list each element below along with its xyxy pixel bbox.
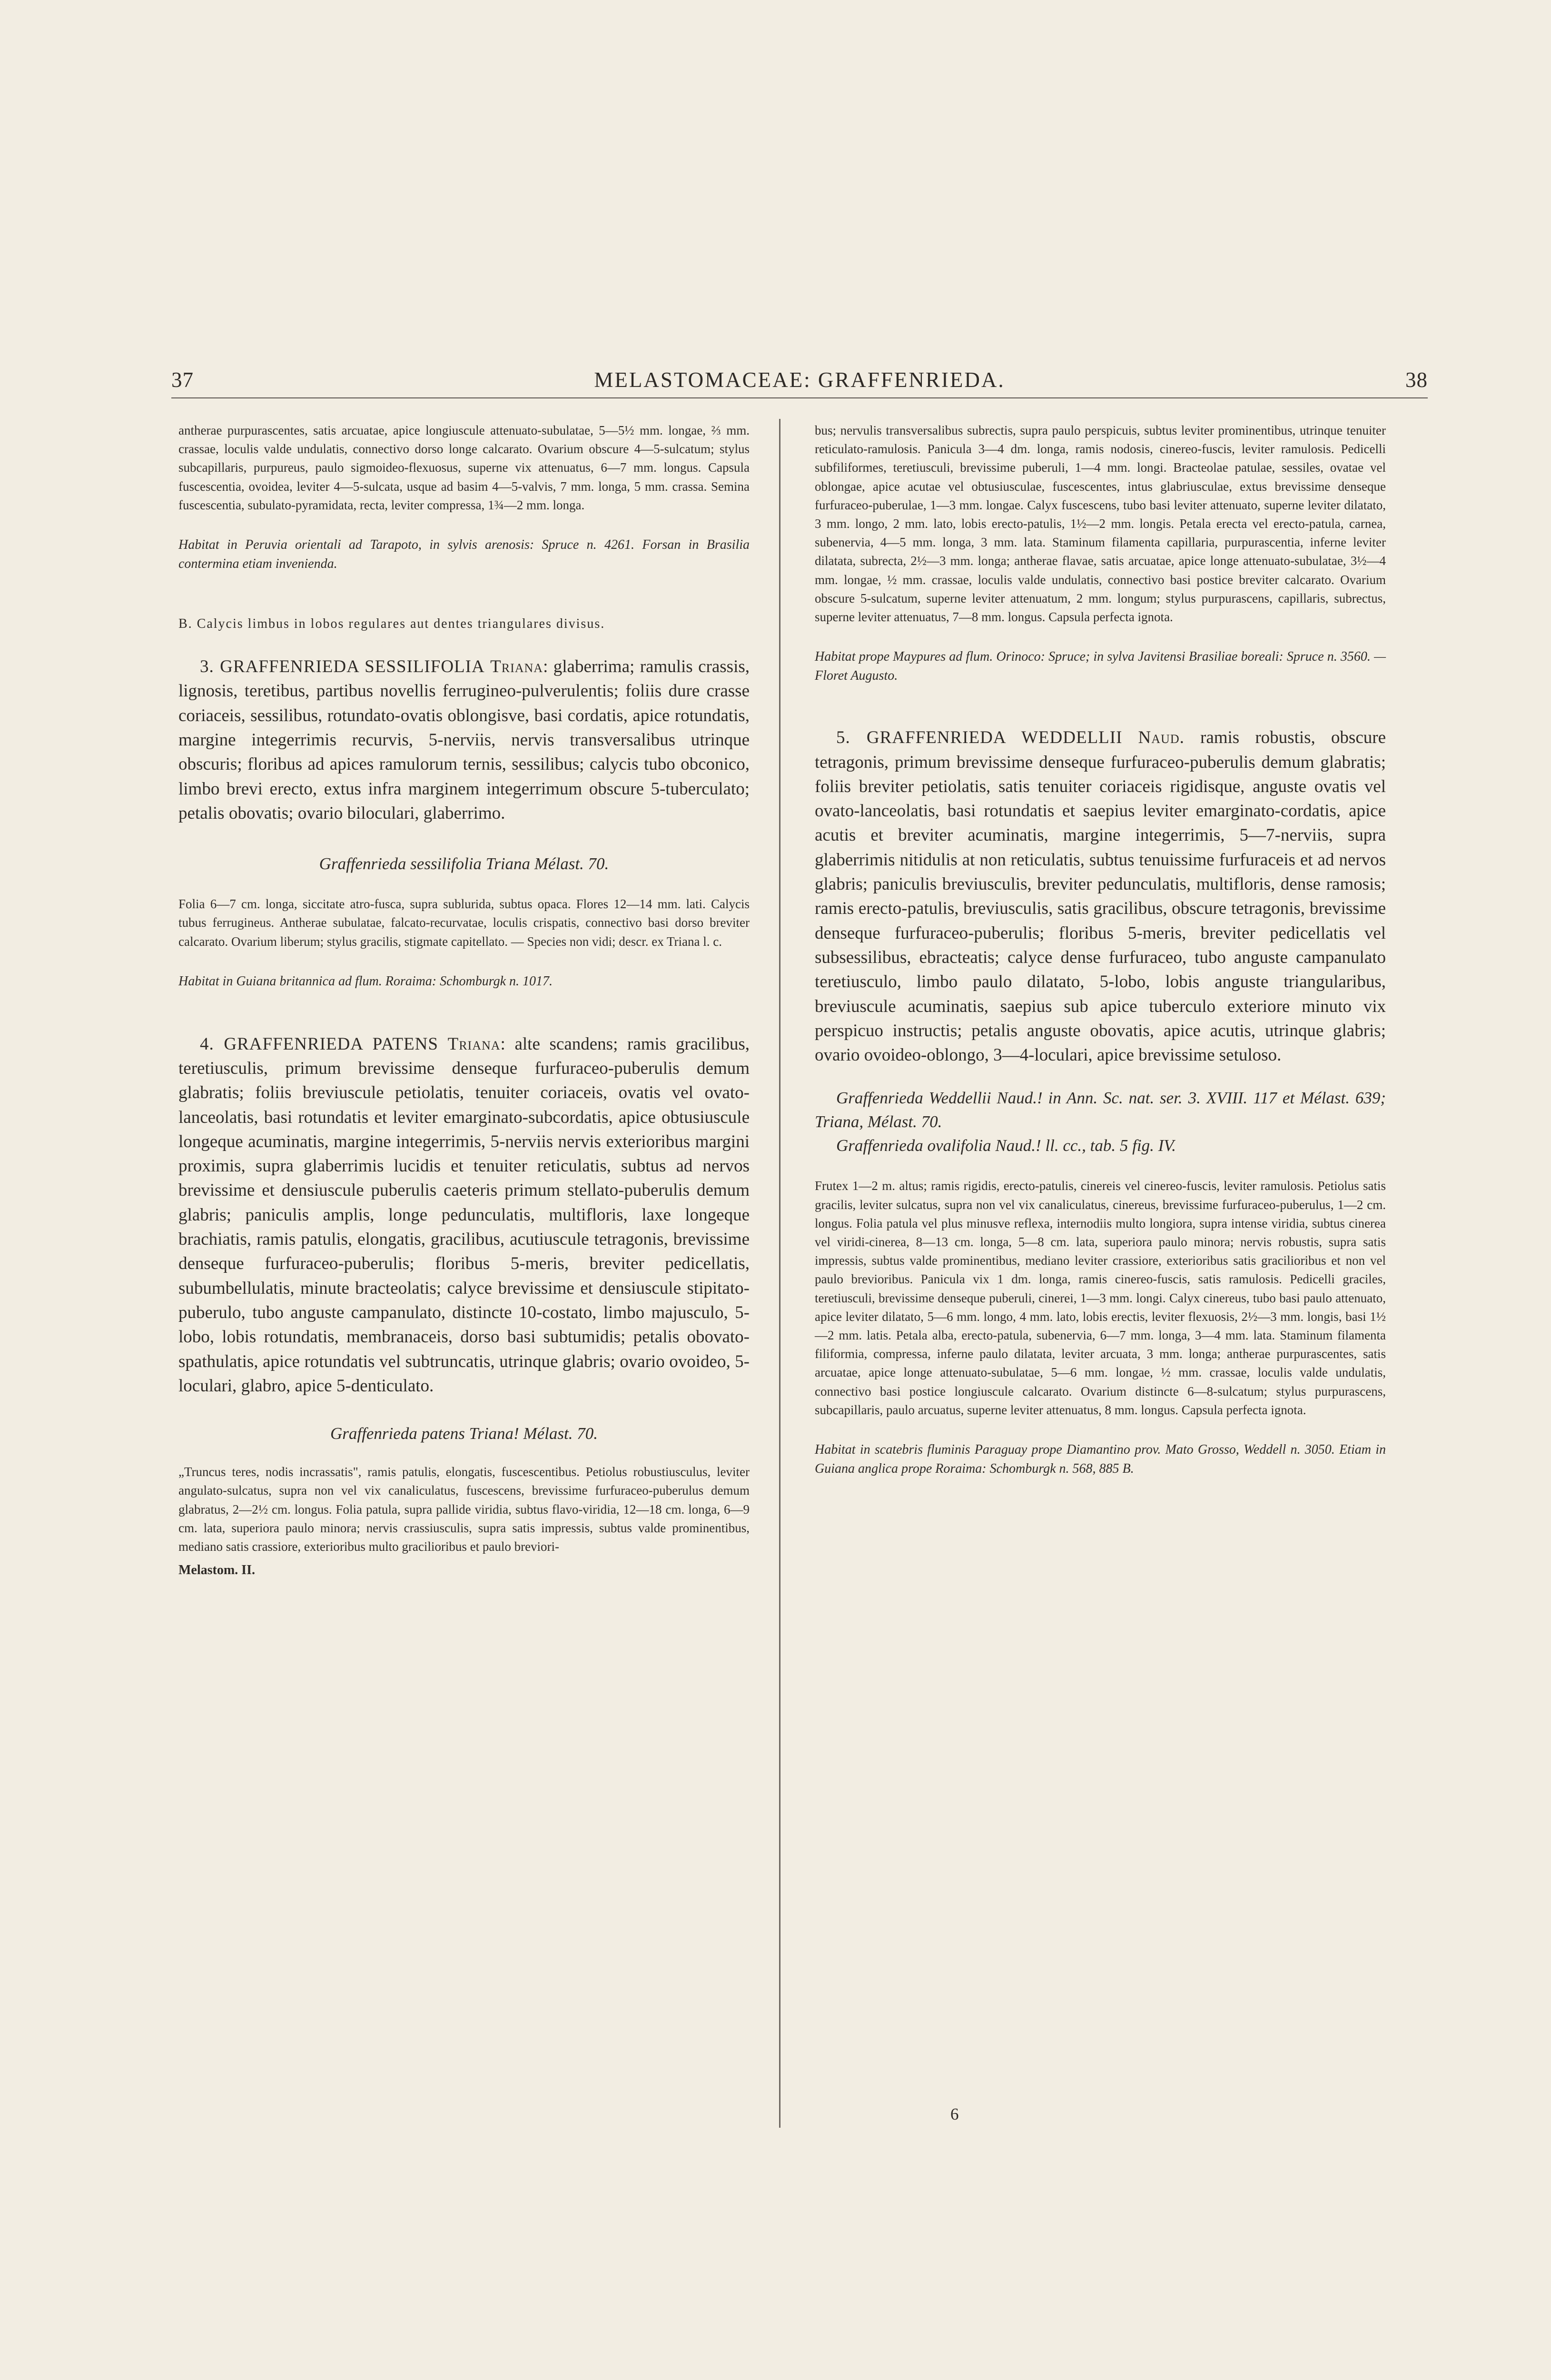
signature-number: 6 (950, 2105, 959, 2123)
species-3-diagnosis: : glaberrima; ramulis crassis, lignosis, teretibus, partibus novellis ferrugineo-pulverulentis; foliis dure crasse coriaceis, sessilibus, rotundato-ovatis oblongisve, basi cordatis, apice rotundatis, margine integerrimis recurvis, 5-nerviis, nervis transversalibus utrinque obscuris; floribus ad apices ramulorum ternis, sessilibus; calycis tubo obconico, limbo brevi erecto, extus infra marginem integerrimum obscure 5-tuberculato; petalis obovatis; ovario biloculari, glaberrimo. (178, 657, 750, 823)
species-4-habitat: Habitat prope Maypures ad flum. Orinoco: Spruce; in sylva Javitensi Brasiliae boreali: Spruce n. 3560. — Floret Augusto. (815, 649, 1386, 684)
page-number-right: 38 (1405, 368, 1428, 392)
species-5-citation-1: Graffenrieda Weddellii Naud.! in Ann. Sc. nat. ser. 3. XVIII. 117 et Mélast. 639; Triana, Mélast. 70. (815, 1089, 1386, 1131)
running-title: MELASTOMACEAE: GRAFFENRIEDA. (594, 368, 1005, 392)
species-3-citation: Graffenrieda sessilifolia Triana Mélast. 70. (319, 854, 609, 873)
page-number-left: 37 (171, 368, 194, 392)
right-column (815, 421, 1386, 1478)
species-3-habitat: Habitat in Guiana britannica ad flum. Roraima: Schomburgk n. 1017. (178, 973, 553, 989)
species-5-heading: 5. GRAFFENRIEDA WEDDELLII (836, 728, 1123, 748)
species-4-heading: 4. GRAFFENRIEDA PATENS (200, 1034, 438, 1054)
column-divider (779, 419, 780, 2128)
species-3-heading: 3. GRAFFENRIEDA SESSILIFOLIA (200, 657, 485, 677)
running-header (171, 367, 1428, 401)
species-5-habitat: Habitat in scatebris fluminis Paraguay prope Diamantino prov. Mato Grosso, Weddell n. 3050. Etiam in Guiana anglica prope Roraima: Schomburgk n. 568, 885 B. (815, 1442, 1386, 1477)
section-b-heading: B. Calycis limbus in lobos regulares aut dentes triangulares divisus. (178, 616, 605, 632)
species-5-citation-2: Graffenrieda ovalifolia Naud.! ll. cc., tab. 5 fig. IV. (836, 1136, 1176, 1155)
species-4-description: „Truncus teres, nodis incrassatis", ramis patulis, elongatis, fuscescentibus. Petiolus robustiusculus, leviter angulato-sulcatus, supra non vel vix canaliculatus, fuscescens, brevissime furfuraceo-puberulus demum glabratus, 2—2½ cm. longus. Folia patula, supra pallide viridia, subtus flavo-viridia, 12—18 cm. longa, 6—9 cm. lata, superiora paulo minora; nervis crassiusculis, supra satis impressis, subtus valde prominentibus, mediano satis crassiore, exterioribus multo gracilioribus et paulo breviori- (178, 1465, 750, 1554)
species-3-description: Folia 6—7 cm. longa, siccitate atro-fusca, supra sublurida, subtus opaca. Flores 12—14 mm. lati. Calycis tubus ferrugineus. Antherae subulatae, falcato-recurvatae, loculis crispatis, connectivo basi dorso breviter calcarato. Ovarium liberum; stylus gracilis, stigmate capitellato. — Species non vidi; descr. ex Triana l. c. (178, 897, 750, 949)
intro-text: antherae purpurascentes, satis arcuatae, apice longiuscule attenuato-subulatae, 5—5½ mm. longae, ⅔ mm. crassae, loculis valde undulatis, connectivo dorso longe calcarato. Ovarium obscure 4—5-sulcatum; stylus subcapillaris, purpureus, paulo sigmoideo-flexuosus, superne vix attenuatus, 6—7 mm. longus. Capsula fuscescentia, ovoidea, leviter 4—5-sulcata, usque ad basim 4—5-valvis, 7 mm. longa, 5 mm. crassa. Semina fuscescentia, subulato-pyramidata, recta, leviter compressa, 1¾—2 mm. longa. (178, 423, 750, 512)
species-4-citation: Graffenrieda patens Triana! Mélast. 70. (330, 1424, 598, 1443)
species-4-diagnosis: : alte scandens; ramis gracilibus, teretiusculis, primum brevissime denseque furfuraceo-puberulis demum glabratis; foliis breviuscule petiolatis, tenuiter coriaceis, ovatis vel ovato-lanceolatis, basi rotundatis et leviter emarginato-subcordatis, apice obtusiuscule longeque acuminatis, margine integerrimis, 5-nerviis nervis exterioribus margini proximis, supra glaberrimis lucidis et tenuiter reticulatis, subtus ad nervos brevissime et densiuscule puberulis caeteris primum stellato-puberulis demum glabris; paniculis amplis, longe pedunculatis, multifloris, laxe longeque brachiatis, ramis patulis, elongatis, gracilibus, acutiuscule tetragonis, brevissime denseque furfuraceo-puberulis; floribus 5-meris, breviter pedicellatis, subumbellulatis, minute bracteolatis; calyce brevissime et densiuscule stipitato-puberulo, tubo anguste campanulato, distincte 10-costato, limbo majusculo, 5-lobo, lobis rotundatis, membranaceis, dorso basi subtumidis; petalis obovato-spathulatis, apice rotundatis vel subtruncatis, utrinque glabris; ovario ovoideo, 5-loculari, glabro, apice 5-denticulato. (178, 1034, 750, 1396)
signature-mark: Melastom. II. (178, 1563, 255, 1578)
species-5-author: Naud. (1138, 728, 1185, 748)
species-5-diagnosis: ramis robustis, obscure tetragonis, primum brevissime denseque furfuraceo-puberulis demum glabratis; foliis breviter petiolatis, satis tenuiter coriaceis rigidisque, anguste ovatis vel ovato-lanceolatis, basi rotundatis et saepius leviter emarginato-cordatis, apice acutis et breviter acuminatis, margine integerrimis, 5—7-nerviis, supra glaberrimis nitidulis at non reticulatis, subtus tenuissime furfuraceis et ad nervos glabris; paniculis breviusculis, breviter pedunculatis, multifloris, dense ramosis; ramis erecto-patulis, breviusculis, satis gracilibus, obscure tetragonis, brevissime denseque furfuraceo-puberulis; floribus 5-meris, breviter pedicellatis vel subsessilibus, ebracteatis; calyce dense furfuraceo, tubo anguste campanulato teretiusculo, limbo paulo dilatato, 5-lobo, lobis anguste triangularibus, breviuscule acuminatis, saepius sub apice tuberculo exteriore minuto vix perspicuo instructis; petalis anguste obovatis, apice acutis, utrinque glabris; ovario ovoideo-oblongo, 3—4-loculari, apice brevissime setuloso. (815, 728, 1386, 1065)
header-rule (171, 397, 1428, 398)
intro-habitat: Habitat in Peruvia orientali ad Tarapoto, in sylvis arenosis: Spruce n. 4261. Forsan in Brasilia contermina etiam invenienda. (178, 537, 750, 572)
species-5-entry (815, 725, 1386, 1067)
species-5-description: Frutex 1—2 m. altus; ramis rigidis, erecto-patulis, cinereis vel cinereo-fuscis, leviter ramulosis. Petiolus satis gracilis, leviter sulcatus, supra non vel vix canaliculatus, cinereus, brevissime furfuraceo-puberulus, 1—2 cm. longus. Folia patula vel plus minusve reflexa, internodiis multo longiora, supra intense viridia, subtus cinerea vel viridi-cinerea, 8—13 cm. longa, 5—8 cm. lata, superiora paulo minora; nervis robustis, supra satis impressis, subtus valde prominentibus, mediano leviter crassiore, exterioribus satis gracilioribus et non vel paulo brevioribus. Panicula vix 1 dm. longa, ramis cinereo-fuscis, satis ramulosis. Pedicelli graciles, teretiusculi, brevissime denseque puberuli, cinerei, 1—3 mm. longi. Calyx cinereus, tubo basi paulo attenuato, apice leviter dilatato, 5—6 mm. longo, 4 mm. lato, lobis erectis, leviter flexuosis, 2½—3 mm. longis, basi 1½—2 mm. latis. Petala alba, erecto-patula, subenervia, 6—7 mm. longa, 3—4 mm. lata. Staminum filamenta filiformia, compressa, inferne paulo dilatata, leviter arcuata, 3 mm. longa; antherae purpurascentes, satis arcuatae, apice longe attenuato-subulatae, 5—6 mm. longae, ½ mm. crassae, loculis valde undulatis, connectivo basi postice longiuscule calcarato. Ovarium distincte 6—8-sulcatum; stylus purpurascens, subcapillaris, paulo arcuatus, superne leviter attenuatus, 8 mm. longus. Capsula perfecta ignota. (815, 1179, 1386, 1417)
species-4-author: Triana (447, 1034, 501, 1054)
species-3-entry (178, 654, 750, 825)
species-4-entry (178, 1032, 750, 1398)
species-3-author: Triana (490, 657, 543, 677)
left-column (178, 421, 750, 1578)
continuation-description: bus; nervulis transversalibus subrectis, supra paulo perspicuis, subtus leviter prominentibus, utrinque tenuiter reticulato-ramulosis. Panicula 3—4 dm. longa, ramis nodosis, cinereo-fuscis, leviter ramulosis. Pedicelli subfiliformes, teretiusculi, brevissime puberuli, 1—4 mm. longi. Bracteolae patulae, sessiles, ovatae vel oblongae, apice acutae vel obtusiusculae, fuscescentes, intus glabriusculae, extus brevissime denseque furfuraceo-puberulae, 1—3 mm. longae. Calyx fuscescens, tubo basi leviter attenuato, superne leviter dilatato, 3 mm. longo, 2 mm. lato, lobis erecto-patulis, 1½—2 mm. longis. Petala erecta vel erecto-patula, carnea, subenervia, 4—5 mm. longa, 3 mm. lata. Staminum filamenta capillaria, purpurascentia, inferne leviter dilatata, subrecta, 2½—3 mm. longa; antherae flavae, satis arcuatae, apice longe attenuato-subulatae, 3½—4 mm. longae, ½ mm. crassae, loculis valde undulatis, connectivo basi postice breviter calcarato. Ovarium obscure 5-sulcatum, superne leviter attenuatum, 2 mm. longum; stylus purpurascens, capillaris, subrectus, superne leviter attenuatus, 7—8 mm. longus. Capsula perfecta ignota. (815, 423, 1386, 625)
